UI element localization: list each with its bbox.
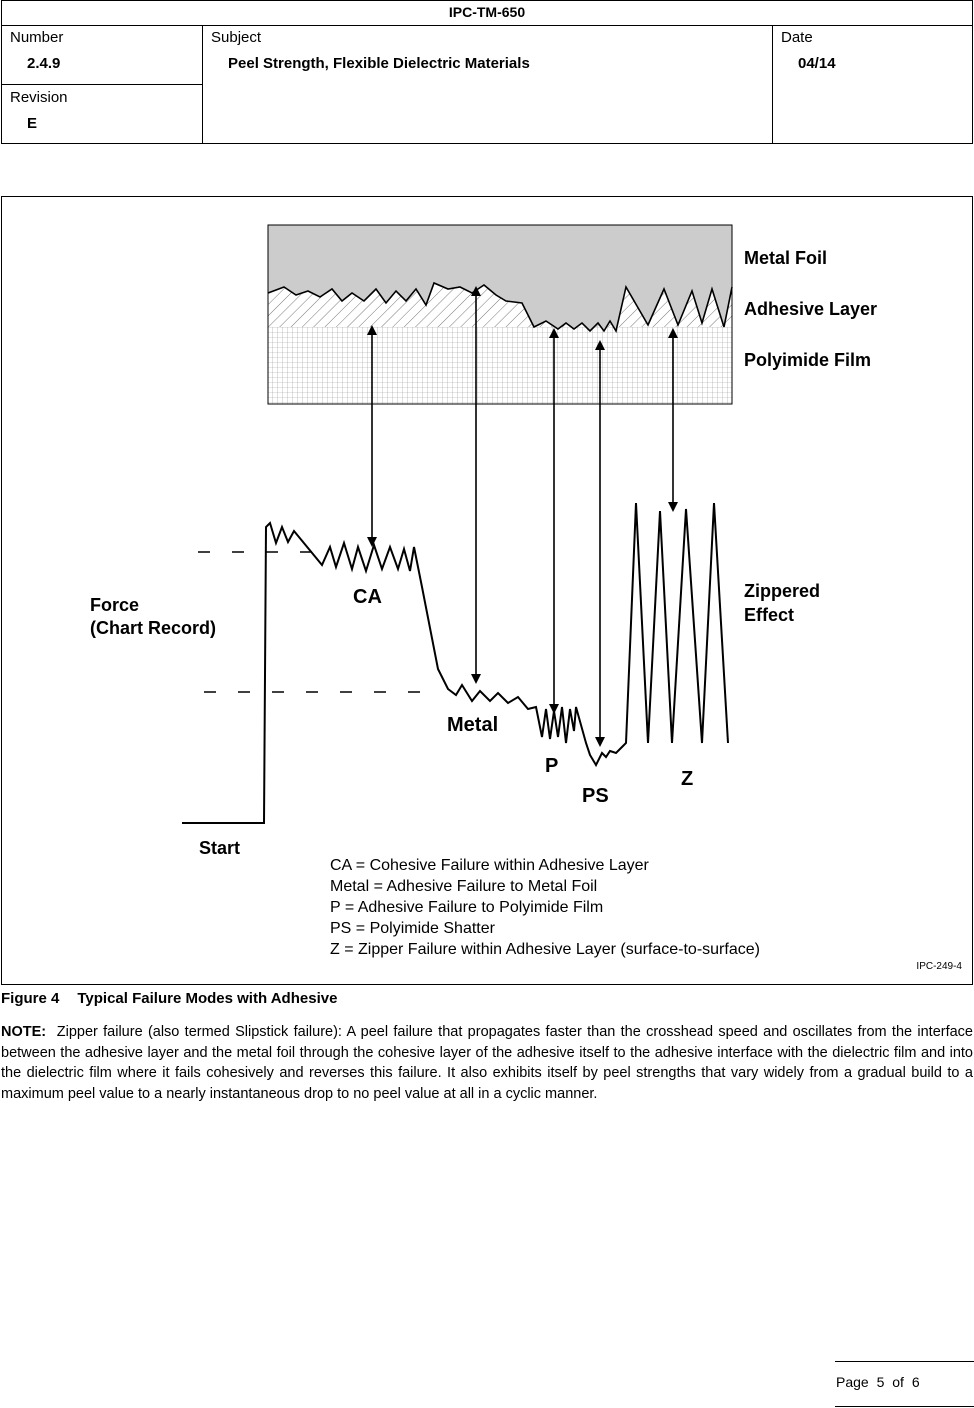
note-paragraph	[1, 1022, 973, 1104]
metal-foil-label: Metal Foil	[744, 248, 828, 268]
subject-value: Peel Strength, Flexible Dielectric Materials	[228, 55, 530, 72]
note-text: Zipper failure (also termed Slipstick failure): A peel failure that propagates faster than the crosshead speed and oscillates from the interface between the adhesive layer and the metal foil through the cohesive layer of the adhesive itself to the adhesive interface with the dielectric film and into the dielectric film where it fails cohesively and reverses this failure. It also exhibits itself by peel strengths that vary widely from a gradual build to a maximum peel value to a nearly instantaneous drop to no peel value at all in a cyclic manner.	[1, 1024, 973, 1102]
figure-title: Typical Failure Modes with Adhesive	[77, 990, 338, 1007]
polyimide-film-layer	[268, 327, 732, 404]
legend-line-metal: Metal = Adhesive Failure to Metal Foil	[330, 878, 598, 895]
legend-line-z: Z = Zipper Failure within Adhesive Layer (surface-to-surface)	[330, 941, 760, 958]
footer-bottom-rule	[835, 1406, 974, 1407]
figure-frame	[1, 196, 973, 985]
figure-caption	[1, 990, 337, 1007]
z-label: Z	[681, 768, 694, 790]
chart-record-label: (Chart Record)	[90, 618, 217, 638]
subject-label: Subject	[211, 29, 262, 46]
legend-line-ps: PS = Polyimide Shatter	[330, 920, 495, 937]
revision-cell	[2, 85, 203, 144]
revision-label: Revision	[10, 89, 68, 106]
document-header	[1, 0, 973, 144]
note-label: NOTE:	[1, 1024, 47, 1040]
failure-modes-diagram	[2, 197, 974, 986]
ps-label: PS	[582, 785, 609, 807]
legend-line-p: P = Adhesive Failure to Polyimide Film	[330, 899, 604, 916]
doc-title: IPC-TM-650	[2, 1, 972, 26]
zippered-label: Zippered	[744, 581, 821, 601]
number-cell	[2, 25, 203, 85]
footer-top-rule	[835, 1361, 974, 1362]
force-label: Force	[90, 595, 140, 615]
p-label: P	[545, 755, 559, 777]
number-value: 2.4.9	[27, 55, 61, 72]
metal-label: Metal	[447, 714, 499, 736]
adhesive-layer-label: Adhesive Layer	[744, 299, 878, 319]
polyimide-film-label: Polyimide Film	[744, 350, 872, 370]
subject-cell	[203, 25, 773, 144]
effect-label: Effect	[744, 605, 795, 625]
date-value: 04/14	[798, 55, 836, 72]
legend-line-ca: CA = Cohesive Failure within Adhesive Layer	[330, 857, 649, 874]
date-label: Date	[781, 29, 813, 46]
figure-id: IPC-249-4	[916, 961, 962, 972]
figure-number: Figure 4	[1, 990, 60, 1007]
number-label: Number	[10, 29, 64, 46]
ca-label: CA	[353, 586, 382, 608]
date-cell	[773, 25, 972, 144]
force-trace-line	[182, 503, 728, 823]
start-label: Start	[199, 838, 241, 858]
revision-value: E	[27, 115, 38, 132]
page-number: Page 5 of 6	[836, 1374, 920, 1390]
